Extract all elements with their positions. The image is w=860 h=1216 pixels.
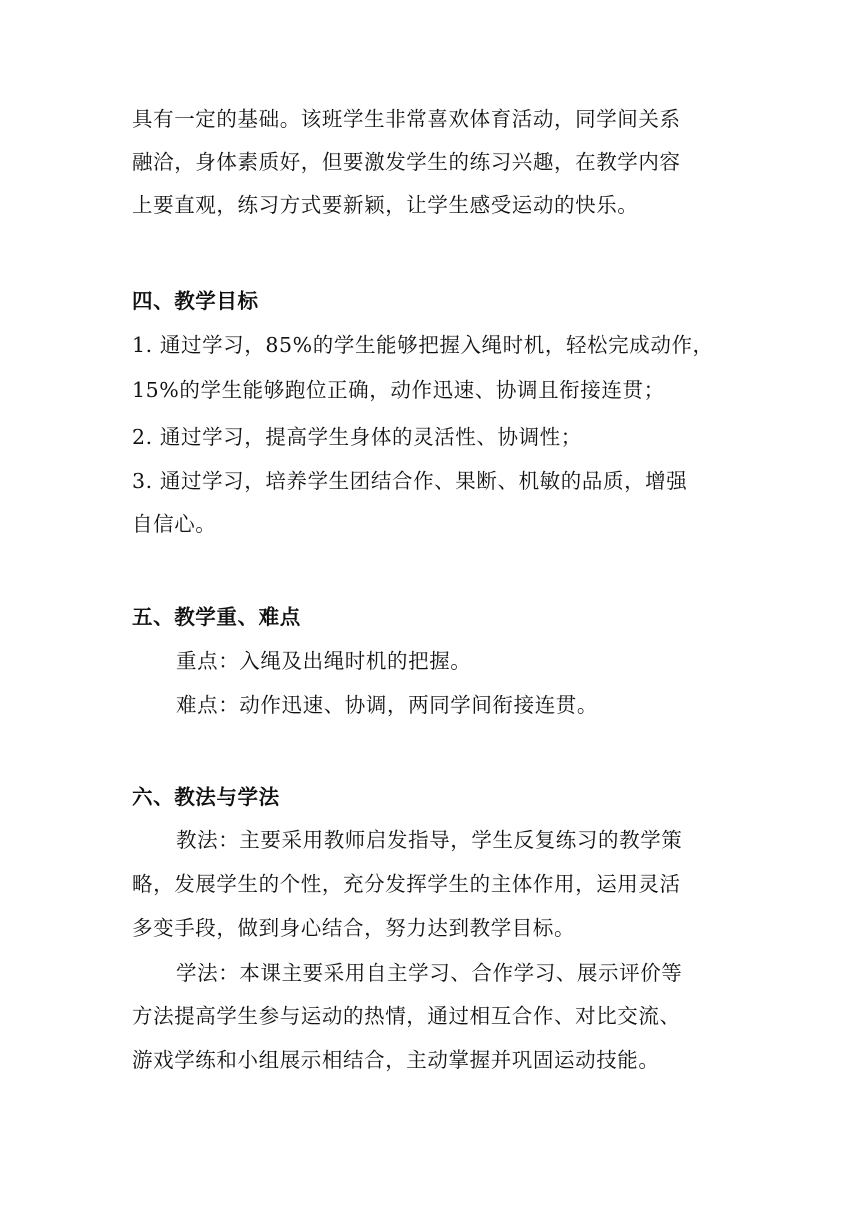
method-line: 多变手段，做到身心结合，努力达到教学目标。	[132, 916, 576, 940]
intro-line: 融洽，身体素质好，但要激发学生的练习兴趣，在教学内容	[132, 150, 681, 174]
method-line: 教法：主要采用教师启发指导，学生反复练习的教学策	[176, 828, 683, 852]
objective-line: 1. 通过学习，85%的学生能够把握入绳时机，轻松完成动作，	[132, 333, 714, 357]
objective-line: 自信心。	[132, 512, 217, 536]
section-heading-methods: 六、教法与学法	[132, 785, 280, 809]
method-line: 游戏学练和小组展示相结合，主动掌握并巩固运动技能。	[132, 1048, 660, 1072]
difficulty-line: 难点：动作迅速、协调，两同学间衔接连贯。	[176, 693, 598, 717]
section-heading-key-points: 五、教学重、难点	[132, 605, 301, 629]
key-point-line: 重点：入绳及出绳时机的把握。	[176, 649, 472, 673]
method-line: 学法：本课主要采用自主学习、合作学习、展示评价等	[176, 961, 683, 985]
objective-line: 3. 通过学习，培养学生团结合作、果断、机敏的品质，增强	[132, 469, 688, 493]
method-line: 方法提高学生参与运动的热情，通过相互合作、对比交流、	[132, 1004, 681, 1028]
intro-line: 具有一定的基础。该班学生非常喜欢体育活动，同学间关系	[132, 107, 681, 131]
intro-line: 上要直观，练习方式要新颖，让学生感受运动的快乐。	[132, 193, 639, 217]
objective-line: 15%的学生能够跑位正确，动作迅速、协调且衔接连贯；	[132, 378, 665, 402]
method-line: 略，发展学生的个性，充分发挥学生的主体作用，运用灵活	[132, 872, 681, 896]
objective-line: 2. 通过学习，提高学生身体的灵活性、协调性；	[132, 425, 582, 449]
section-heading-objectives: 四、教学目标	[132, 289, 259, 313]
